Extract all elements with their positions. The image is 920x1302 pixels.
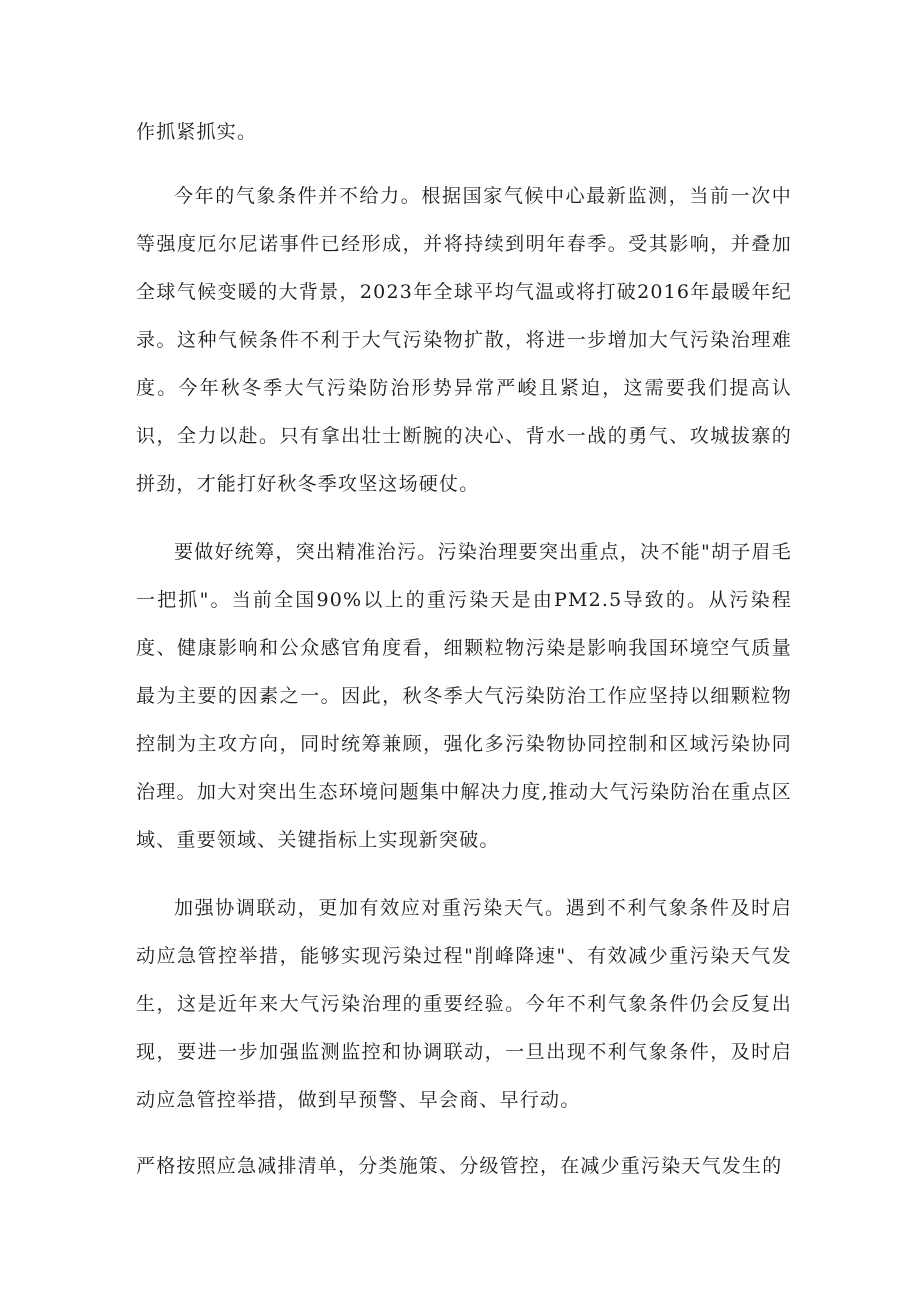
paragraph-continuation: 作抓紧抓实。: [136, 121, 258, 143]
paragraph-coordinated-response: 加强协调联动，更加有效应对重污染天气。遇到不利气象条件及时启动应急管控举措，能够实现污染过程"削峰降速"、有效减少重污染天气发生，这是近年来大气污染治理的重要经验。今年不利气象条件仍会反复出现，要进一步加强监测监控和协调联动，一旦出现不利气象条件，及时启动应急管控举措，做到早预警、早会商、早行动。: [136, 897, 792, 1111]
paragraph-precise-pollution-control: 要做好统筹，突出精准治污。污染治理要突出重点，决不能"胡子眉毛一把抓"。当前全国90%以上的重污染天是由PM2.5导致的。从污染程度、健康影响和公众感官角度看，细颗粒物污染是影响我国环境空气质量最为主要的因素之一。因此，秋冬季大气污染防治工作应坚持以细颗粒物控制为主攻方向，同时统筹兼顾，强化多污染物协同控制和区域污染协同治理。加大对突出生态环境问题集中解决力度,推动大气污染防治在重点区域、重要领域、关键指标上实现新突破。: [136, 541, 792, 851]
paragraph-emission-reduction-list: 严格按照应急减排清单，分类施策、分级管控，在减少重污染天气发生的: [136, 1155, 783, 1177]
paragraph-weather-conditions: 今年的气象条件并不给力。根据国家气候中心最新监测，当前一次中等强度厄尔尼诺事件已经形成，并将持续到明年春季。受其影响，并叠加全球气候变暖的大背景，2023年全球平均气温或将打破2016年最暖年纪录。这种气候条件不利于大气污染物扩散，将进一步增加大气污染治理难度。今年秋冬季大气污染防治形势异常严峻且紧迫，这需要我们提高认识，全力以赴。只有拿出壮士断腕的决心、背水一战的勇气、攻城拔寨的拼劲，才能打好秋冬季攻坚这场硬仗。: [136, 185, 792, 495]
